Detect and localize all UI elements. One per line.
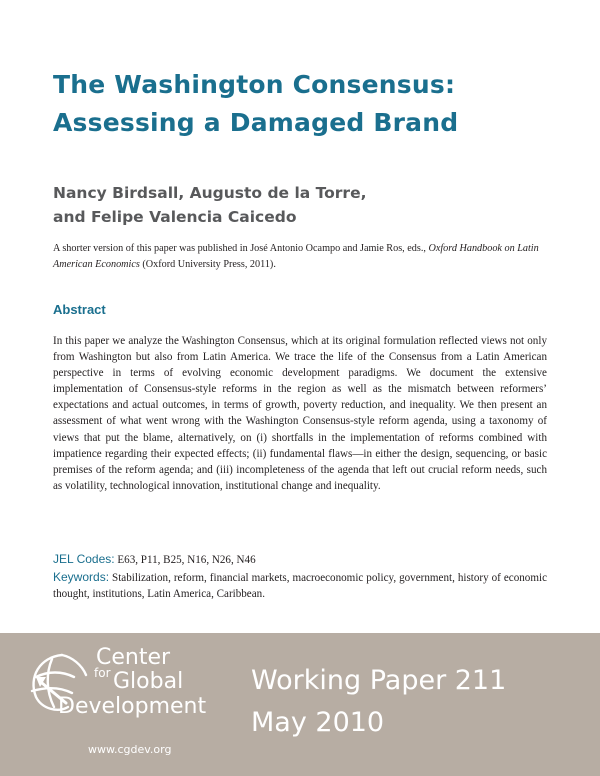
jel-codes (53, 551, 547, 569)
authors (53, 181, 573, 229)
keywords-value: Stabilization, reform, financial markets, macroeconomic policy, government, history of economic thought, institutions, Latin America, Caribbean. (53, 571, 547, 600)
keywords (53, 569, 547, 603)
jel-label: JEL Codes: (53, 552, 115, 566)
authors-line-1: Nancy Birdsall, Augusto de la Torre, (53, 184, 367, 202)
org-development: Development (58, 694, 207, 719)
title-line-1: The Washington Consensus: (53, 70, 456, 99)
abstract-heading: Abstract (53, 302, 106, 317)
abstract-body: In this paper we analyze the Washington Consensus, which at its original formulation reflected views not only from Washington but also from Latin America. We trace the life of the Consensus from a Latin American perspective in terms of evolving economic development paradigms. We document the extensive implementation of Consensus-style reforms in the region as well as the mismatch between reformers’ expectations and actual outcomes, in terms of growth, poverty reduction, and inequality. We then present an assessment of what went wrong with the Washington Consensus-style reform agenda, using a taxonomy of views that put the blame, alternatively, on (i) shortfalls in the implementation of reforms combined with impatience regarding their expected effects; (ii) fundamental flaws—in either the design, sequencing, or basic premises of the reform agenda; and (iii) incompleteness of the agenda that left out crucial reform needs, such as volatility, technological innovation, institutional change and inequality. (53, 335, 547, 492)
publication-date: May 2010 (251, 707, 385, 738)
keywords-label: Keywords: (53, 569, 110, 584)
note-book-title: Oxford Handbook on Latin American Economics (53, 243, 539, 270)
org-global: Global (113, 669, 184, 694)
org-center: Center (96, 645, 171, 670)
working-paper-number: Working Paper 211 (251, 665, 507, 696)
authors-line-2: and Felipe Valencia Caicedo (53, 208, 297, 226)
note-suffix: (Oxford University Press, 2011). (139, 259, 276, 270)
paper-title (53, 66, 573, 142)
title-line-2: Assessing a Damaged Brand (53, 108, 459, 137)
note-prefix: A shorter version of this paper was published in José Antonio Ocampo and Jamie Ros, eds., (53, 243, 429, 254)
org-url: www.cgdev.org (88, 743, 172, 756)
codes-keywords (53, 551, 547, 603)
footer-band (0, 633, 600, 776)
jel-value: E63, P11, B25, N16, N26, N46 (114, 554, 256, 566)
org-for: for (94, 666, 111, 680)
publication-note (53, 241, 553, 273)
